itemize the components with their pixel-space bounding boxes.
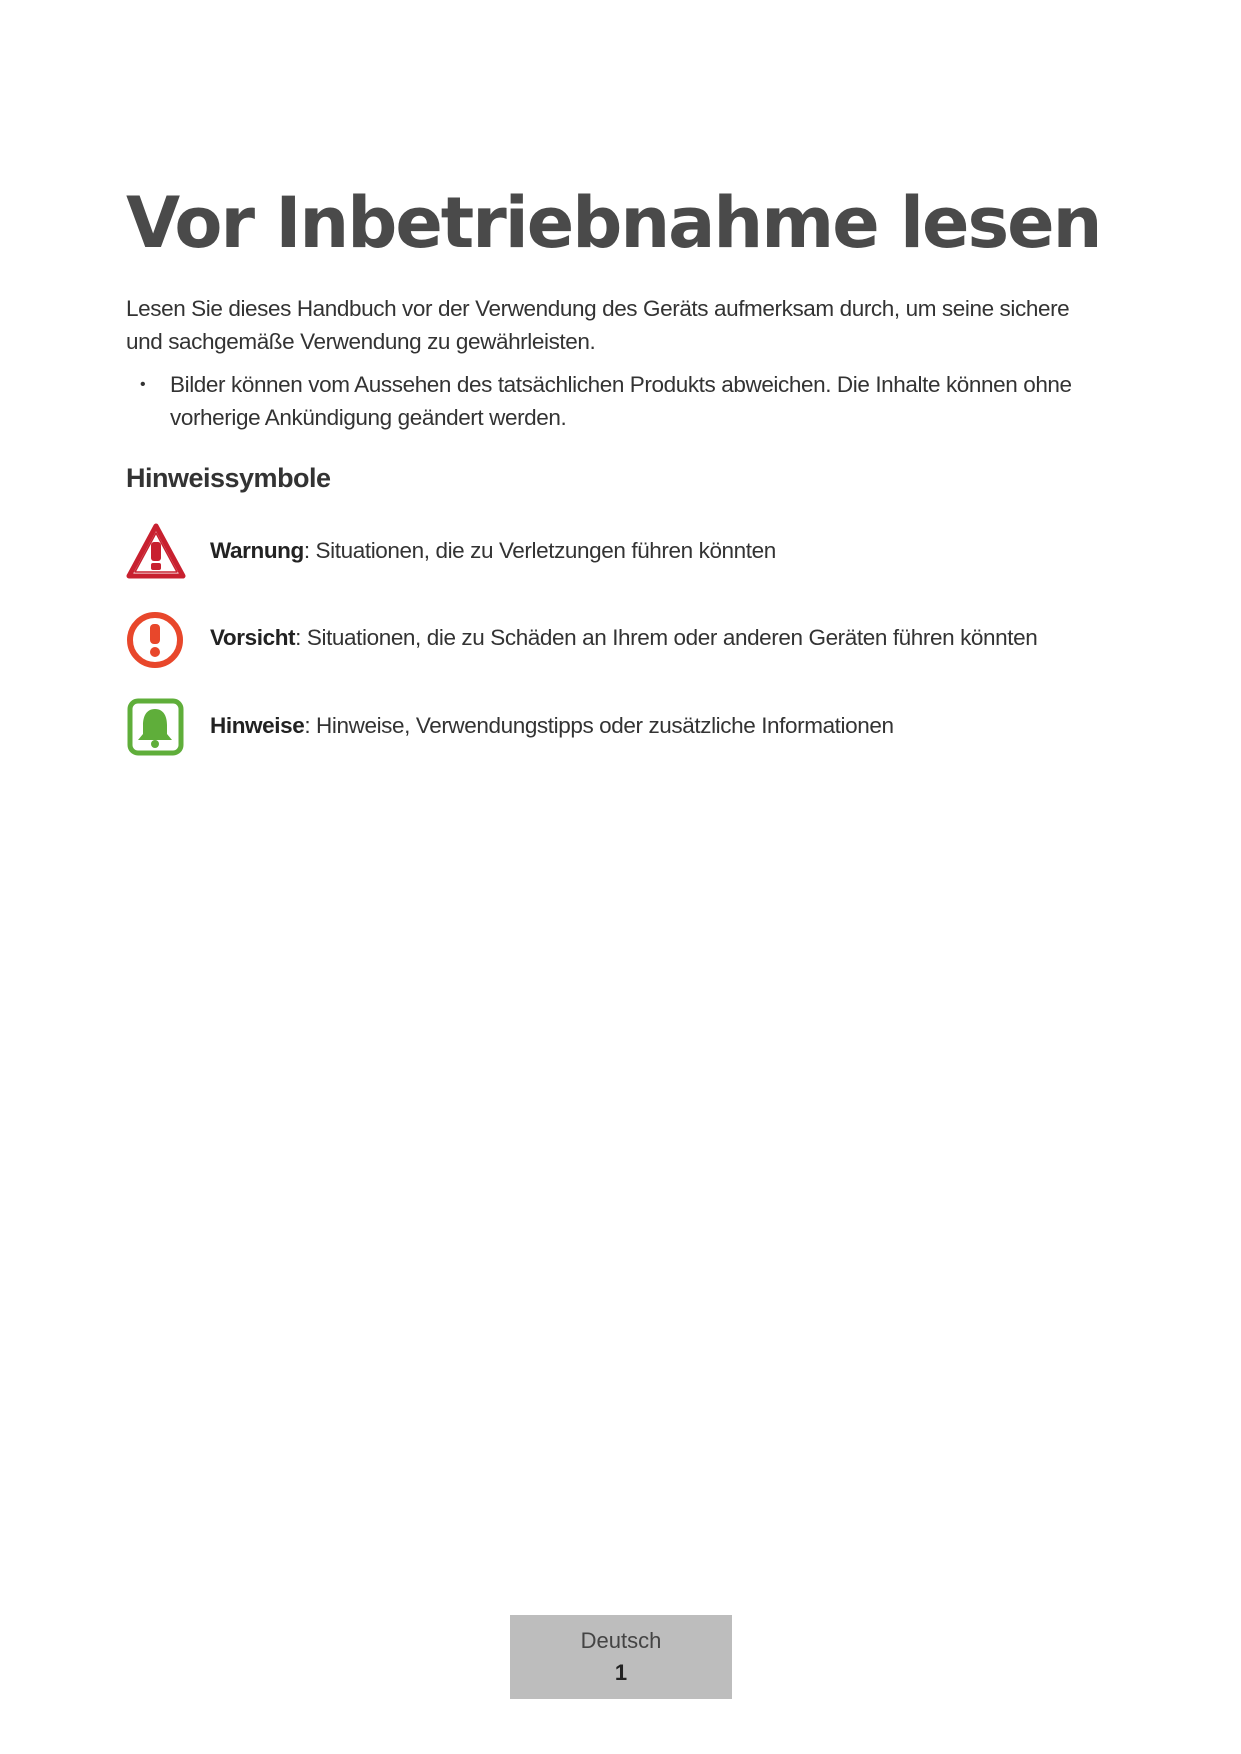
notice-caution (126, 609, 1126, 669)
note-bell-icon (126, 697, 186, 757)
page-title: Vor Inbetriebnahme lesen (126, 182, 1101, 264)
bullet-text: Bilder können vom Aussehen des tatsächlichen Produkts abweichen. Die Inhalte können ohne vorherige Ankündigung geändert werden. (170, 372, 1072, 430)
footer-language: Deutsch (580, 1628, 662, 1653)
intro-paragraph: Lesen Sie dieses Handbuch vor der Verwendung des Geräts aufmerksam durch, um seine sichere und sachgemäße Verwendung zu gewährleisten. (126, 296, 1070, 354)
list-item (126, 368, 1126, 434)
notice-description: : Situationen, die zu Schäden an Ihrem oder anderen Geräten führen könnten (295, 625, 1038, 650)
page-footer (510, 1615, 732, 1699)
section-heading: Hinweissymbole (126, 463, 331, 493)
notice-note-text (210, 711, 894, 741)
notice-description: : Hinweise, Verwendungstipps oder zusätzliche Informationen (304, 713, 894, 738)
notice-description: : Situationen, die zu Verletzungen führen könnten (303, 538, 776, 563)
caution-circle-icon (126, 609, 186, 669)
bullet-dot-icon: • (140, 376, 146, 393)
notice-note (126, 697, 1126, 757)
notice-term: Warnung (210, 538, 304, 563)
notice-warning (126, 522, 1126, 582)
notice-term: Vorsicht (210, 625, 296, 650)
warning-triangle-icon (126, 522, 186, 582)
notice-warning-text (210, 536, 776, 566)
notice-caution-text (210, 623, 1037, 653)
bullet-list (126, 368, 1126, 434)
notice-term: Hinweise (210, 713, 305, 738)
page-number: 1 (614, 1660, 628, 1685)
